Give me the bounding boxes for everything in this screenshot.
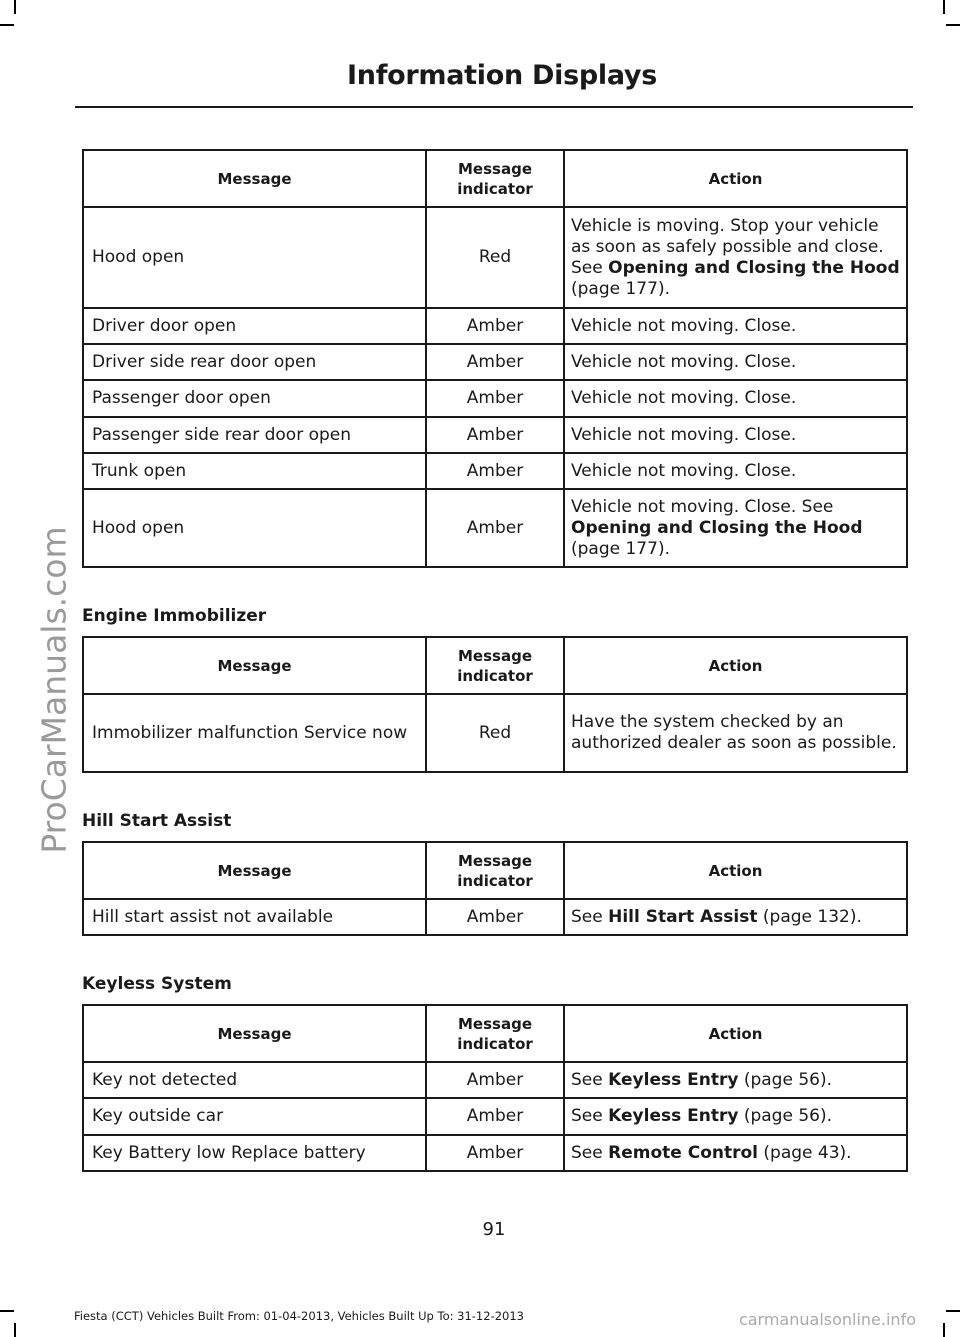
section-heading-engine-immobilizer: Engine Immobilizer	[82, 606, 267, 626]
cross-reference-link[interactable]: Remote Control	[608, 1142, 758, 1163]
message-cell: Driver side rear door open	[83, 344, 426, 380]
cross-reference-link[interactable]: Keyless Entry	[608, 1106, 739, 1126]
section-heading-hill-start-assist: Hill Start Assist	[82, 811, 232, 831]
col-header-action: Action	[564, 150, 907, 207]
footer-vehicle-info: Fiesta (CCT) Vehicles Built From: 01-04-2013, Vehicles Built Up To: 31-12-2013	[74, 1309, 524, 1323]
col-header-message: Message	[83, 1005, 426, 1062]
action-cell: Vehicle not moving. Close.	[564, 380, 907, 417]
doors-table	[82, 149, 908, 568]
message-cell: Passenger side rear door open	[83, 417, 426, 453]
page-reference: (page 177).	[571, 278, 670, 299]
crop-mark	[946, 1310, 960, 1312]
table-row	[83, 417, 907, 453]
cross-reference-link[interactable]: Keyless Entry	[608, 1069, 739, 1090]
table-header-row	[83, 1005, 907, 1062]
table-row	[83, 1062, 907, 1098]
indicator-cell: Amber	[426, 899, 564, 935]
col-header-indicator: Message indicator	[426, 150, 564, 207]
action-text: See	[571, 1106, 609, 1126]
table-header-row	[83, 842, 907, 899]
indicator-cell: Amber	[426, 380, 564, 417]
indicator-cell: Amber	[426, 1098, 564, 1135]
indicator-cell: Amber	[426, 417, 564, 453]
message-cell: Hill start assist not available	[83, 899, 426, 935]
section-heading-keyless-system: Keyless System	[82, 974, 232, 994]
col-header-message: Message	[83, 150, 426, 207]
table-row	[83, 1135, 907, 1171]
action-text: See	[571, 1069, 609, 1090]
col-header-message: Message	[83, 637, 426, 694]
col-header-action: Action	[564, 842, 907, 899]
page-reference: (page 56).	[738, 1106, 833, 1126]
action-cell: Vehicle not moving. Close.	[564, 308, 907, 344]
page-reference: (page 56).	[738, 1069, 833, 1090]
page-reference: (page 177).	[571, 538, 670, 559]
action-text: Vehicle is moving. Stop your vehicle as soon as safely possible and close. See	[571, 215, 884, 278]
table-row	[83, 489, 907, 567]
action-cell: Have the system checked by an authorized dealer as soon as possible.	[564, 694, 907, 772]
message-cell: Immobilizer malfunction Service now	[83, 694, 426, 772]
table-row	[83, 899, 907, 935]
indicator-cell: Red	[426, 207, 564, 308]
message-cell: Driver door open	[83, 308, 426, 344]
crop-mark	[0, 24, 14, 26]
cross-reference-link[interactable]: Opening and Closing the Hood	[571, 517, 863, 538]
page-title: Information Displays	[347, 60, 657, 91]
crop-mark	[943, 0, 945, 14]
crop-mark	[0, 1310, 14, 1312]
action-text: See	[571, 1142, 609, 1163]
action-cell	[564, 1062, 907, 1098]
message-cell: Hood open	[83, 489, 426, 567]
action-cell: Vehicle not moving. Close.	[564, 417, 907, 453]
crop-mark	[943, 1323, 945, 1337]
table-header-row	[83, 150, 907, 207]
table-row	[83, 344, 907, 380]
indicator-cell: Amber	[426, 308, 564, 344]
indicator-cell: Amber	[426, 489, 564, 567]
site-watermark: carmanualsonline.info	[738, 1310, 916, 1329]
page-reference: (page 132).	[757, 906, 862, 927]
indicator-cell: Amber	[426, 1135, 564, 1171]
indicator-cell: Amber	[426, 453, 564, 489]
col-header-indicator: Message indicator	[426, 1005, 564, 1062]
col-header-message: Message	[83, 842, 426, 899]
indicator-cell: Red	[426, 694, 564, 772]
crop-mark	[14, 0, 16, 14]
table-row	[83, 308, 907, 344]
table-row	[83, 1098, 907, 1135]
action-cell	[564, 207, 907, 308]
crop-mark	[946, 24, 960, 26]
keyless-system-table	[82, 1004, 908, 1172]
hill-start-assist-table	[82, 841, 908, 936]
engine-immobilizer-table	[82, 636, 908, 773]
col-header-indicator: Message indicator	[426, 842, 564, 899]
message-cell: Key outside car	[83, 1098, 426, 1135]
action-cell	[564, 899, 907, 935]
action-cell	[564, 1098, 907, 1135]
action-text: Vehicle not moving. Close. See	[571, 496, 834, 517]
col-header-action: Action	[564, 637, 907, 694]
page-reference: (page 43).	[758, 1142, 852, 1163]
action-cell	[564, 489, 907, 567]
cross-reference-link[interactable]: Hill Start Assist	[608, 906, 758, 927]
table-row	[83, 694, 907, 772]
action-text: See	[571, 906, 609, 927]
table-row	[83, 380, 907, 417]
message-cell: Passenger door open	[83, 380, 426, 417]
side-watermark: ProCarManuals.com	[34, 526, 74, 854]
table-row	[83, 207, 907, 308]
action-cell: Vehicle not moving. Close.	[564, 453, 907, 489]
action-cell	[564, 1135, 907, 1171]
indicator-cell: Amber	[426, 344, 564, 380]
action-cell: Vehicle not moving. Close.	[564, 344, 907, 380]
table-header-row	[83, 637, 907, 694]
table-row	[83, 453, 907, 489]
message-cell: Key not detected	[83, 1062, 426, 1098]
cross-reference-link[interactable]: Opening and Closing the Hood	[608, 257, 900, 278]
col-header-action: Action	[564, 1005, 907, 1062]
page-number: 91	[482, 1219, 506, 1240]
col-header-indicator: Message indicator	[426, 637, 564, 694]
indicator-cell: Amber	[426, 1062, 564, 1098]
message-cell: Hood open	[83, 207, 426, 308]
message-cell: Trunk open	[83, 453, 426, 489]
title-rule	[75, 106, 913, 108]
message-cell: Key Battery low Replace battery	[83, 1135, 426, 1171]
crop-mark	[14, 1323, 16, 1337]
